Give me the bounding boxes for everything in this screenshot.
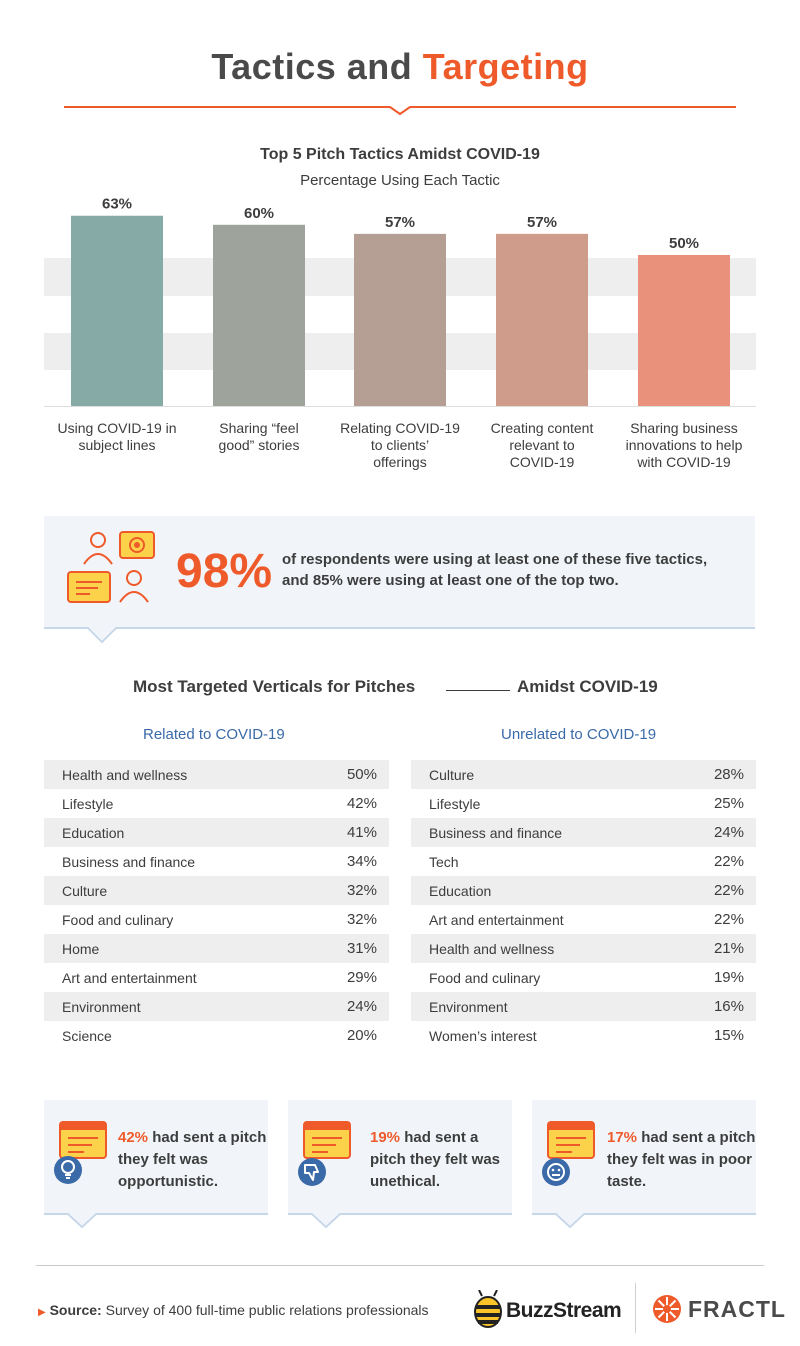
related-row-value: 34% — [346, 853, 377, 870]
category-label-5 — [614, 420, 754, 471]
bar-2-value-label: 60% — [243, 204, 275, 222]
source-note — [38, 1302, 429, 1318]
title-divider — [64, 98, 736, 118]
stat-card-3-rest: had sent a pitch they felt was in poor taste. — [607, 1129, 756, 1190]
category-label-3-line-1: Relating COVID-19 — [340, 420, 460, 436]
callout-text — [282, 549, 742, 591]
unrelated-row — [411, 818, 756, 847]
related-row — [44, 905, 389, 934]
unrelated-row-name: Health and wellness — [429, 940, 555, 957]
bar-1 — [71, 216, 163, 406]
source-text: Survey of 400 full-time public relations professionals — [105, 1302, 429, 1318]
category-label-2-line-1: Sharing “feel — [219, 420, 299, 436]
bar-3-value-label: 57% — [384, 213, 416, 231]
unrelated-row-value: 24% — [713, 824, 744, 841]
category-label-1-line-1: Using COVID-19 in — [57, 420, 177, 436]
unrelated-row-value: 15% — [713, 1027, 744, 1044]
related-row-value: 20% — [346, 1027, 377, 1044]
category-label-2 — [189, 420, 329, 454]
bar-chart — [0, 190, 800, 415]
related-row-value: 32% — [346, 882, 377, 899]
unrelated-row-name: Women’s interest — [429, 1027, 537, 1044]
related-heading: Related to COVID-19 — [143, 726, 285, 743]
category-label-1-line-2: subject lines — [78, 437, 156, 453]
related-row-value: 31% — [346, 940, 377, 957]
unrelated-row-name: Education — [429, 882, 492, 899]
unrelated-row-value: 16% — [713, 998, 744, 1015]
related-row-value: 29% — [346, 969, 377, 986]
category-label-4 — [472, 420, 612, 471]
source-label: Source: — [49, 1302, 102, 1318]
source-arrow-icon: ▶ — [38, 1307, 46, 1318]
unrelated-row — [411, 847, 756, 876]
unrelated-row — [411, 905, 756, 934]
page-title — [0, 46, 800, 88]
buzzstream-logo: BuzzStream — [506, 1299, 622, 1322]
callout-big-number: 98% — [176, 545, 273, 598]
lightbulb-icon — [50, 1120, 112, 1190]
people-chat-icon — [64, 530, 160, 612]
bar-1-value-label: 63% — [101, 195, 133, 213]
fractl-logo: FRACTL — [688, 1296, 786, 1322]
related-row-value: 42% — [346, 795, 377, 812]
unrelated-row-value: 22% — [713, 882, 744, 899]
category-label-4-line-3: COVID-19 — [509, 454, 575, 470]
related-row-name: Education — [62, 824, 125, 841]
unrelated-row — [411, 789, 756, 818]
stat-card-1-rest: had sent a pitch they felt was opportunistic. — [118, 1129, 267, 1190]
related-row-name: Science — [62, 1027, 112, 1044]
stat-card-1-text — [118, 1127, 268, 1193]
bar-3 — [354, 234, 446, 406]
related-row — [44, 876, 389, 905]
stat-card-2-pct: 19% — [370, 1129, 401, 1146]
buzzstream-bee-icon — [472, 1290, 504, 1330]
related-row-name: Health and wellness — [62, 766, 188, 783]
unrelated-row-name: Lifestyle — [429, 795, 481, 812]
related-row-value: 32% — [346, 911, 377, 928]
related-row-name: Culture — [62, 882, 108, 899]
related-row — [44, 934, 389, 963]
unrelated-row-value: 19% — [713, 969, 744, 986]
related-row-name: Lifestyle — [62, 795, 114, 812]
related-row — [44, 847, 389, 876]
category-label-5-line-1: Sharing business — [630, 420, 738, 436]
category-label-2-line-2: good” stories — [218, 437, 300, 453]
unrelated-row-name: Tech — [429, 853, 459, 870]
unrelated-row — [411, 760, 756, 789]
chart-title: Top 5 Pitch Tactics Amidst COVID-19 — [260, 146, 540, 163]
stat-card-1-pct: 42% — [118, 1129, 149, 1146]
verticals-title-blank — [446, 690, 510, 691]
bar-5 — [638, 255, 730, 406]
footer-divider — [36, 1265, 764, 1266]
title-part2: Targeting — [422, 46, 589, 87]
related-row — [44, 963, 389, 992]
related-table — [44, 760, 389, 1050]
neutral-face-icon — [538, 1120, 600, 1190]
callout-line-1: of respondents were using at least one of these five tactics, — [282, 551, 708, 568]
title-part1: Tactics and — [211, 46, 413, 87]
stat-card-3-pct: 17% — [607, 1129, 638, 1146]
unrelated-row — [411, 1021, 756, 1050]
category-label-4-line-2: relevant to — [509, 437, 575, 453]
related-row-name: Environment — [62, 998, 141, 1015]
related-row — [44, 992, 389, 1021]
unrelated-row-value: 22% — [713, 853, 744, 870]
category-label-3-line-3: offerings — [373, 454, 427, 470]
callout-line-2: and 85% were using at least one of the top two. — [282, 572, 619, 589]
category-label-5-line-3: with COVID-19 — [637, 454, 731, 470]
unrelated-row-name: Culture — [429, 766, 475, 783]
unrelated-heading: Unrelated to COVID-19 — [501, 726, 657, 743]
stat-card-2-tail — [288, 1210, 512, 1230]
category-label-5-line-2: innovations to help — [625, 437, 743, 453]
category-label-3-line-2: to clients’ — [370, 437, 430, 453]
unrelated-table — [411, 760, 756, 1050]
chart-subtitle: Percentage Using Each Tactic — [300, 172, 500, 189]
related-row-name: Business and finance — [62, 853, 196, 870]
unrelated-row — [411, 934, 756, 963]
stat-card-2-text — [370, 1127, 505, 1193]
bar-2 — [213, 225, 305, 406]
category-label-4-line-1: Creating content — [490, 420, 594, 436]
unrelated-row-name: Environment — [429, 998, 508, 1015]
unrelated-row — [411, 963, 756, 992]
stat-card-1-tail — [44, 1210, 268, 1230]
related-row — [44, 760, 389, 789]
related-row — [44, 1021, 389, 1050]
bar-5-value-label: 50% — [668, 235, 700, 252]
related-row-value: 41% — [346, 824, 377, 841]
related-row-value: 50% — [346, 766, 377, 783]
bar-4 — [496, 234, 588, 406]
unrelated-row — [411, 876, 756, 905]
category-label-3 — [330, 420, 470, 471]
thumbs-down-icon — [294, 1120, 356, 1190]
logo-divider — [635, 1283, 636, 1333]
related-row — [44, 789, 389, 818]
stat-card-3-tail — [532, 1210, 756, 1230]
unrelated-row-name: Art and entertainment — [429, 911, 564, 928]
related-row-name: Food and culinary — [62, 911, 174, 928]
unrelated-row-value: 22% — [713, 911, 744, 928]
stat-card-3-text — [607, 1127, 757, 1193]
fractl-burst-icon — [652, 1294, 682, 1324]
unrelated-row-name: Food and culinary — [429, 969, 541, 986]
unrelated-row-value: 21% — [713, 940, 744, 957]
stat-card-2-rest: had sent a pitch they felt was unethical. — [370, 1129, 501, 1190]
related-row-value: 24% — [346, 998, 377, 1015]
callout-tail — [44, 624, 755, 644]
related-row-name: Home — [62, 940, 100, 957]
related-row — [44, 818, 389, 847]
bar-4-value-label: 57% — [526, 213, 558, 231]
unrelated-row-name: Business and finance — [429, 824, 563, 841]
verticals-title-right: Amidst COVID-19 — [517, 677, 658, 696]
category-label-1 — [47, 420, 187, 454]
unrelated-row-value: 28% — [713, 766, 744, 783]
unrelated-row-value: 25% — [713, 795, 744, 812]
unrelated-row — [411, 992, 756, 1021]
verticals-title-left: Most Targeted Verticals for Pitches — [133, 677, 416, 696]
related-row-name: Art and entertainment — [62, 969, 197, 986]
